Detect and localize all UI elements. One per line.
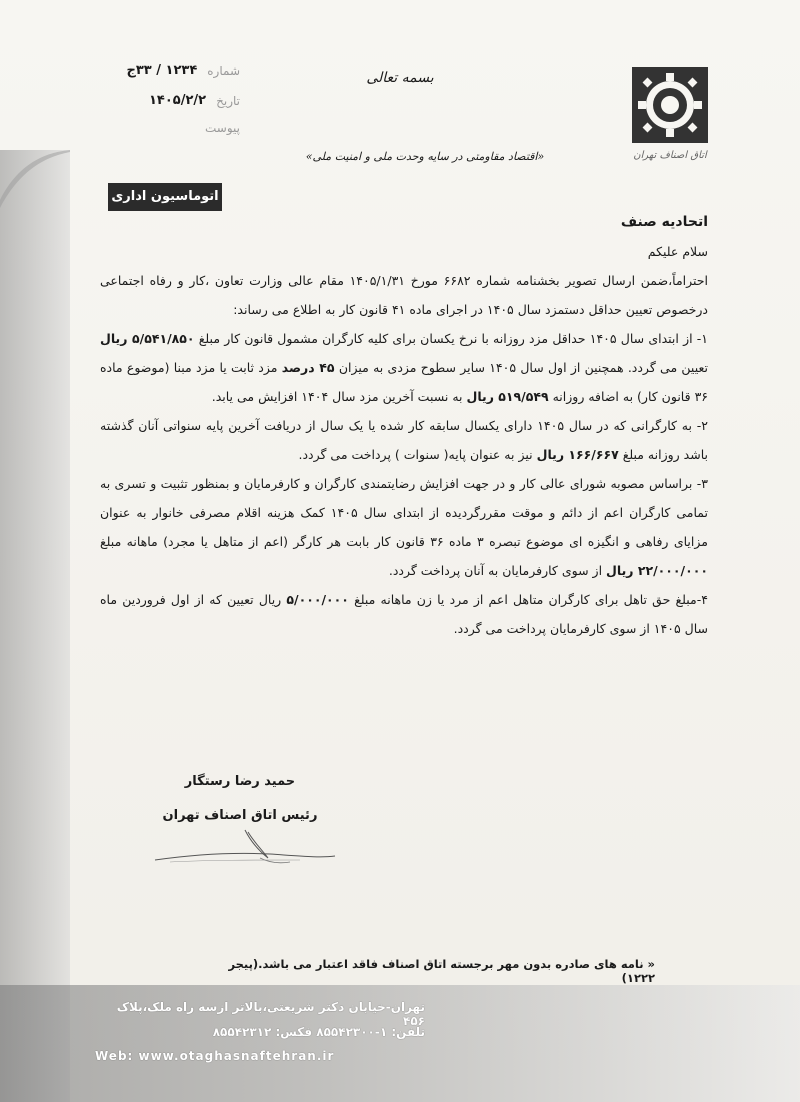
item-2 [100, 411, 708, 469]
footer-phones: تلفن: ۱-۸۵۵۴۲۳۰۰ فکس: ۸۵۵۴۲۳۱۲ [212, 1025, 425, 1039]
letter-attachment [100, 121, 240, 135]
item-4 [100, 585, 708, 643]
recipient: اتحادیه صنف [620, 214, 708, 230]
item3-text-a: ۳- براساس مصوبه شورای عالی کار و در جهت افزایش رضایتمندی کارگران و کارفرمایان و بمنظور تثبیت و تسری به تمامی کارگران اعم از دائم و موقت مقررگردیده از ابتدای سال ۱۴۰۵ کمک هزینه اقلام مصرفی خانوار به عنوان مزایای رفاهی و انگیزه ای موضوع تبصره ۳ ماده ۳۶ قانون کار بابت هر کارگر (اعم از متاهل یا مجرد) ماهانه مبلغ [100, 476, 708, 549]
item-3 [100, 469, 708, 585]
office-automation-stamp: اتوماسیون اداری [108, 183, 222, 211]
guild-chamber-logo-icon [630, 65, 710, 145]
attachment-label: پیوست [205, 121, 240, 135]
letter-number [100, 63, 240, 78]
item1-amount-daily-wage: ۵/۵۴۱/۸۵۰ ریال [100, 331, 195, 346]
item2-text-b: نیز به عنوان پایه( سنوات ) پرداخت می گردد. [298, 447, 533, 462]
greeting: سلام علیکم [647, 244, 708, 259]
item1-text-d: به نسبت آخرین مزد سال ۱۴۰۴ افزایش می یابد. [211, 389, 463, 404]
letter-date [100, 93, 240, 108]
item4-amount: ۵/۰۰۰/۰۰۰ [286, 592, 349, 607]
item1-text-c: مزد ثابت یا مزد مبنا (موضوع ماده ۳۶ قانون کار) به اضافه روزانه [100, 360, 708, 404]
item1-text-b: تعیین می گردد. همچنین از اول سال ۱۴۰۵ سایر سطوح مزدی به میزان [338, 360, 708, 375]
intro-paragraph: احتراماً،ضمن ارسال تصویر بخشنامه شماره ۶۶۸۲ مورخ ۱۴۰۵/۱/۳۱ مقام عالی وزارت تعاون ،کار و رفاه اجتماعی درخصوص تعیین حداقل دستمزد سال ۱۴۰۵ در اجرای ماده ۴۱ قانون کار به اطلاع می رساند: [100, 273, 708, 317]
item1-text-a: ۱- از ابتدای سال ۱۴۰۵ حداقل مزد روزانه با نرخ یکسان برای کلیه کارگران مشمول قانون کار مبلغ [198, 331, 709, 346]
date-value: ۱۴۰۵/۲/۲ [149, 93, 207, 108]
motto: «اقتصاد مقاومتی در سایه وحدت ملی و امنیت ملی» [305, 150, 545, 163]
item3-amount: ۲۲/۰۰۰/۰۰۰ ریال [606, 563, 708, 578]
logo-caption: اتاق اصناف تهران [633, 150, 707, 161]
bismillah: بسمه تعالی [366, 70, 434, 86]
footer-address: تهران-خیابان دکتر شریعتی،بالاتر ازسه راه ملک،پلاک ۴۵۶ [116, 1000, 425, 1028]
handwritten-signature [150, 820, 340, 880]
item2-text-a: ۲- به کارگرانی که در سال ۱۴۰۵ دارای یکسال سابقه کار شده یا یک سال از دریافت آخرین پایه سنواتی آنان گذشته باشد روزانه مبلغ [100, 418, 708, 462]
signer-name: حمید رضا رستگار [184, 774, 296, 789]
item4-text-b: ریال تعیین که از اول فروردین ماه سال ۱۴۰۵ از سوی کارفرمایان پرداخت می گردد. [100, 592, 708, 636]
item1-percent: ۴۵ درصد [281, 360, 335, 375]
left-decorative-band [0, 150, 70, 1102]
validity-note: « نامه های صادره بدون مهر برجسته اتاق اصناف فاقد اعتبار می باشد.(پیجر ۱۲۲۲) [228, 957, 655, 985]
number-label: شماره [207, 63, 240, 78]
number-value: ۱۲۳۴ / ۳۳ج [126, 63, 198, 78]
item-1 [100, 324, 708, 411]
item2-amount: ۱۶۶/۶۶۷ ریال [536, 447, 619, 462]
signer-title: رئیس اتاق اصناف تهران [162, 808, 318, 823]
item1-amount-daily-increase: ۵۱۹/۵۴۹ ریال [466, 389, 549, 404]
date-label: تاریخ [216, 93, 240, 108]
item4-text-a: ۴-مبلغ حق تاهل برای کارگران متاهل اعم از مرد یا زن ماهانه مبلغ [354, 592, 708, 607]
letter-body [100, 208, 708, 643]
item3-text-b: از سوی کارفرمایان به آنان پرداخت گردد. [388, 563, 603, 578]
footer-website-link[interactable]: Web: www.otaghasnaftehran.ir [95, 1049, 335, 1063]
